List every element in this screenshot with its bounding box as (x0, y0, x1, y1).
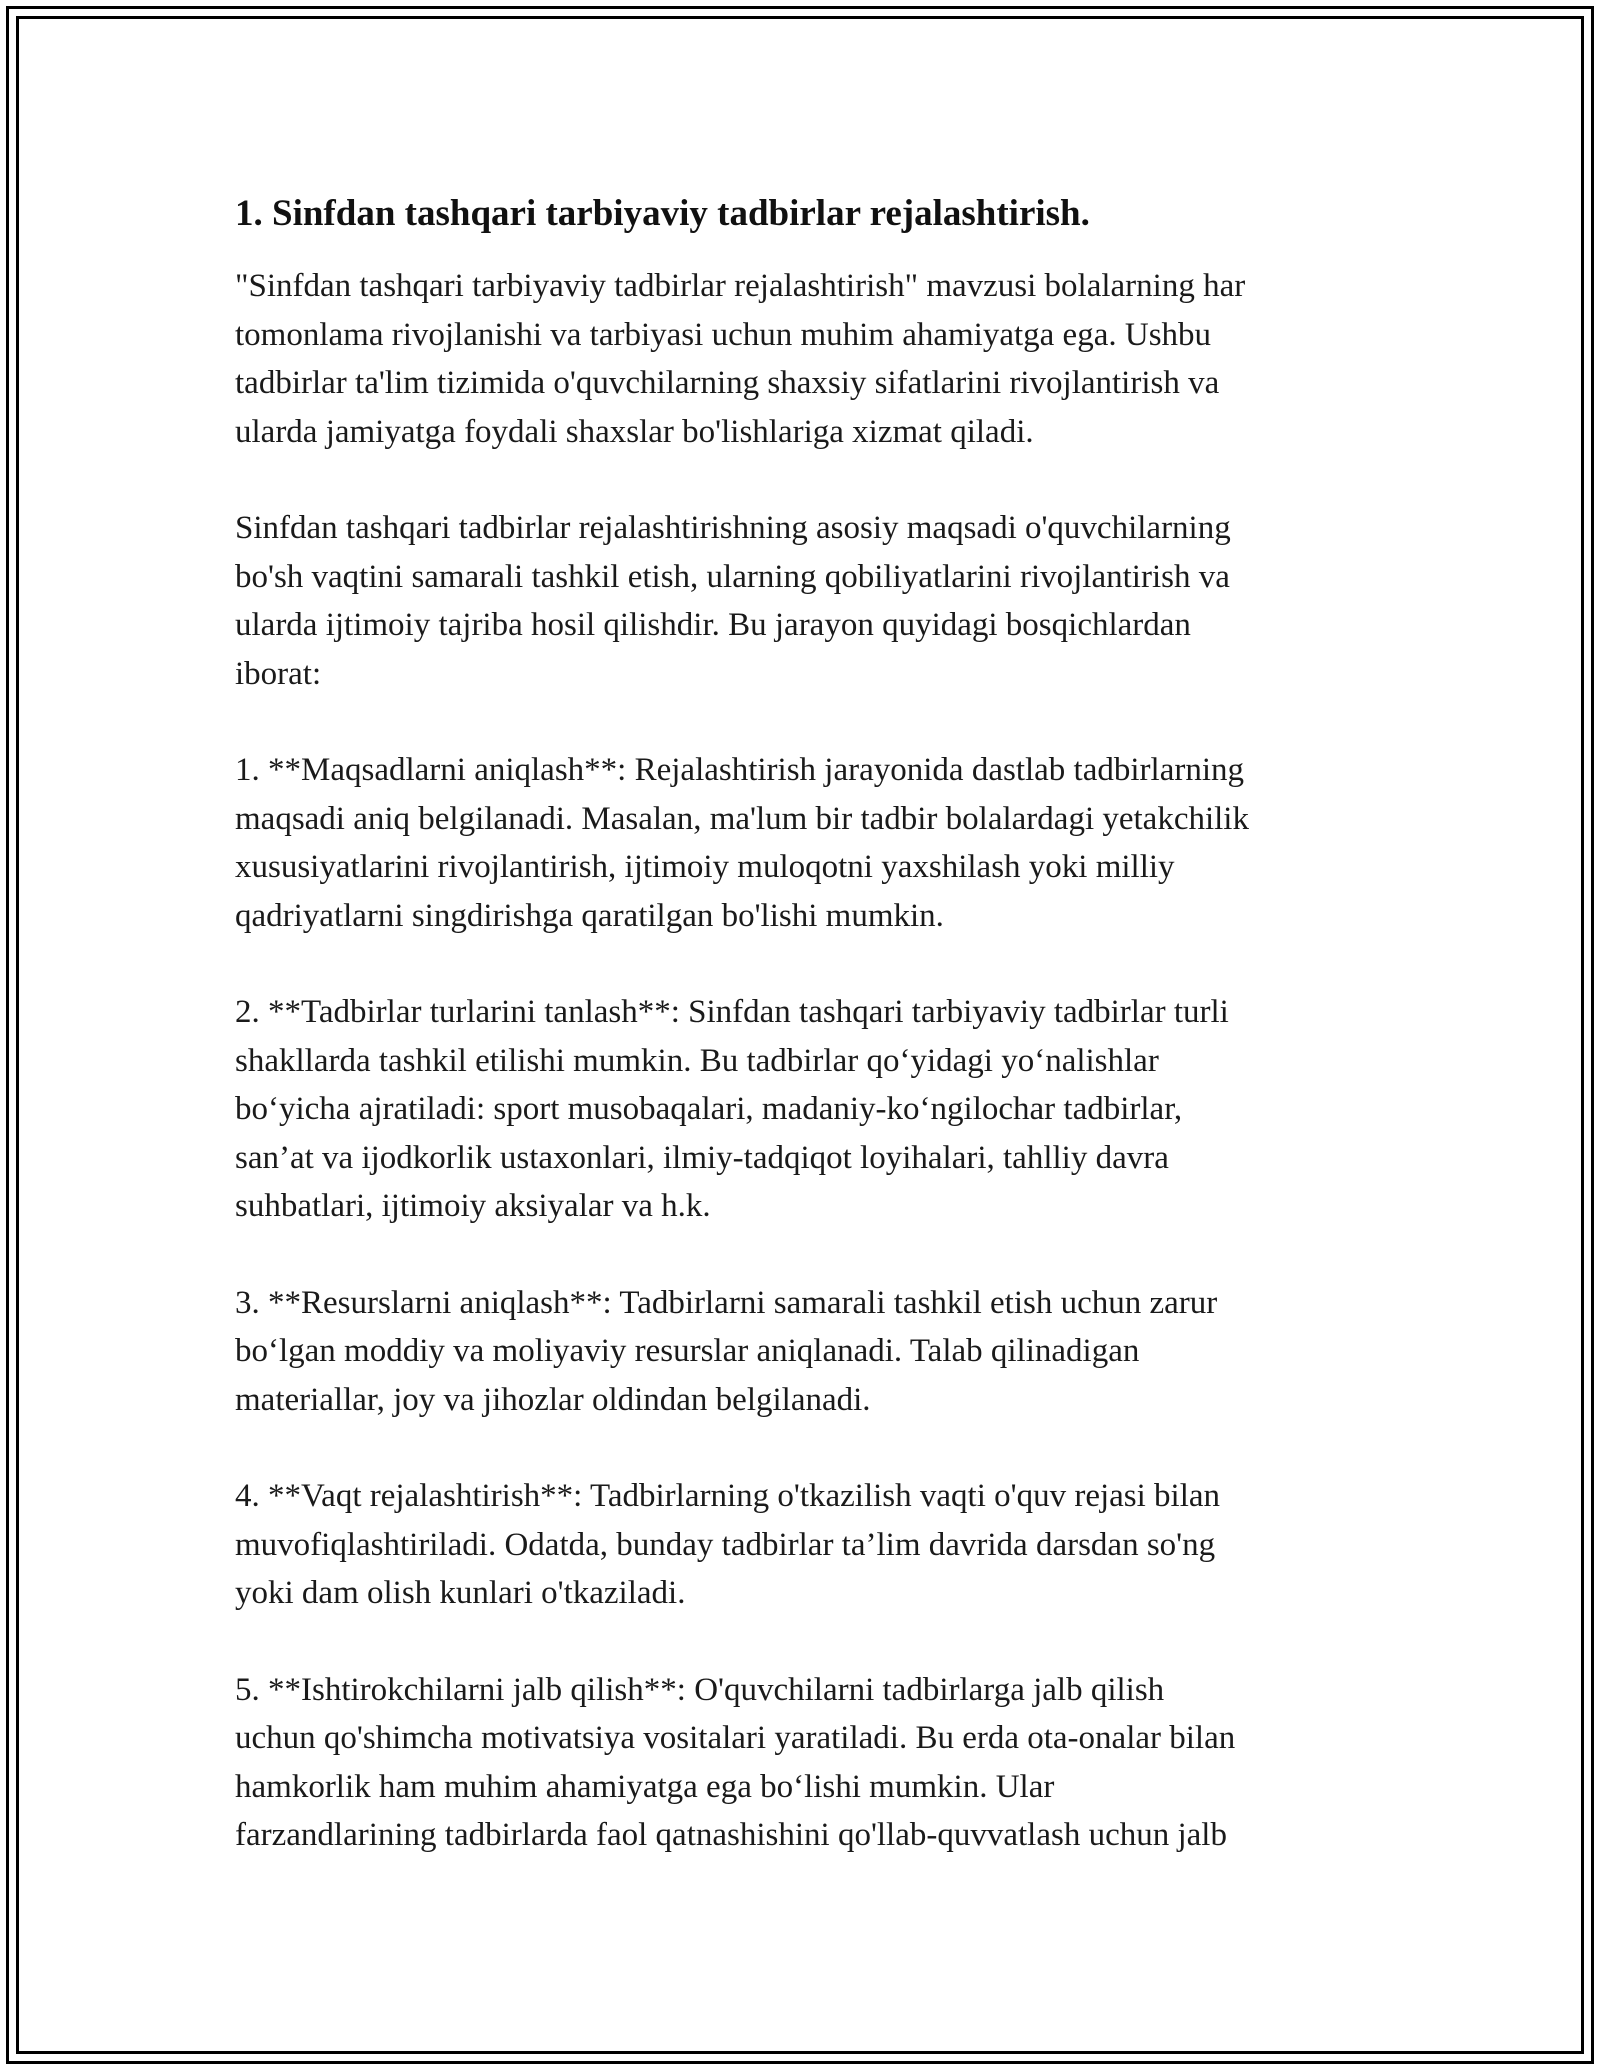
document-body (235, 188, 1375, 1908)
step-3-paragraph: 3. **Resurslarni aniqlash**: Tadbirlarni samarali tashkil etish uchun zarur bo‘lgan moddiy va moliyaviy resurslar aniqlanadi. Talab qilinadigan materiallar, joy va jihozlar oldindan belgilanadi. (235, 1284, 1218, 1418)
step-1-paragraph: 1. **Maqsadlarni aniqlash**: Rejalashtirish jarayonida dastlab tadbirlarning maqsadi aniq belgilanadi. Masalan, ma'lum bir tadbir bolalardagi yetakchilik xususiyatlarini rivojlantirish, ijtimoiy muloqotni yaxshilash yoki milliy qadriyatlarni singdirishga qaratilgan bo'lishi mumkin. (235, 752, 1249, 934)
step-5-paragraph: 5. **Ishtirokchilarni jalb qilish**: O'quvchilarni tadbirlarga jalb qilish uchun qo'shimcha motivatsiya vositalari yaratiladi. Bu erda ota-onalar bilan hamkorlik ham muhim ahamiyatga ega bo‘lishi mumkin. Ular farzandlarining tadbirlarda faol qatnashishini qo'llab-quvvatlash uchun jalb (235, 1671, 1236, 1853)
step-4-paragraph: 4. **Vaqt rejalashtirish**: Tadbirlarning o'tkazilish vaqti o'quv rejasi bilan muvofiqlashtiriladi. Odatda, bunday tadbirlar ta’lim davrida darsdan so'ng yoki dam olish kunlari o'tkaziladi. (235, 1478, 1221, 1611)
step-2-paragraph: 2. **Tadbirlar turlarini tanlash**: Sinfdan tashqari tarbiyaviy tadbirlar turli shakllarda tashkil etilishi mumkin. Bu tadbirlar qo‘yidagi yo‘nalishlar bo‘yicha ajratiladi: sport musobaqalari, madaniy-ko‘ngilochar tadbirlar, san’at va ijodkorlik ustaxonlari, ilmiy-tadqiqot loyihalari, tahlliy davra suhbatlari, ijtimoiy aksiyalar va h.k. (235, 994, 1229, 1224)
purpose-paragraph: Sinfdan tashqari tadbirlar rejalashtirishning asosiy maqsadi o'quvchilarning bo'sh vaqtini samarali tashkil etish, ularning qobiliyatlarini rivojlantirish va ularda ijtimoiy tajriba hosil qilishdir. Bu jarayon quyidagi bosqichlardan iborat: (235, 510, 1231, 692)
intro-paragraph: "Sinfdan tashqari tarbiyaviy tadbirlar rejalashtirish" mavzusi bolalarning har tomonlama rivojlanishi va tarbiyasi uchun muhim ahamiyatga ega. Ushbu tadbirlar ta'lim tizimida o'quvchilarning shaxsiy sifatlarini rivojlantirish va ularda jamiyatga foydali shaxslar bo'lishlariga xizmat qiladi. (235, 268, 1246, 450)
section-heading: 1. Sinfdan tashqari tarbiyaviy tadbirlar rejalashtirish. (235, 193, 1090, 234)
